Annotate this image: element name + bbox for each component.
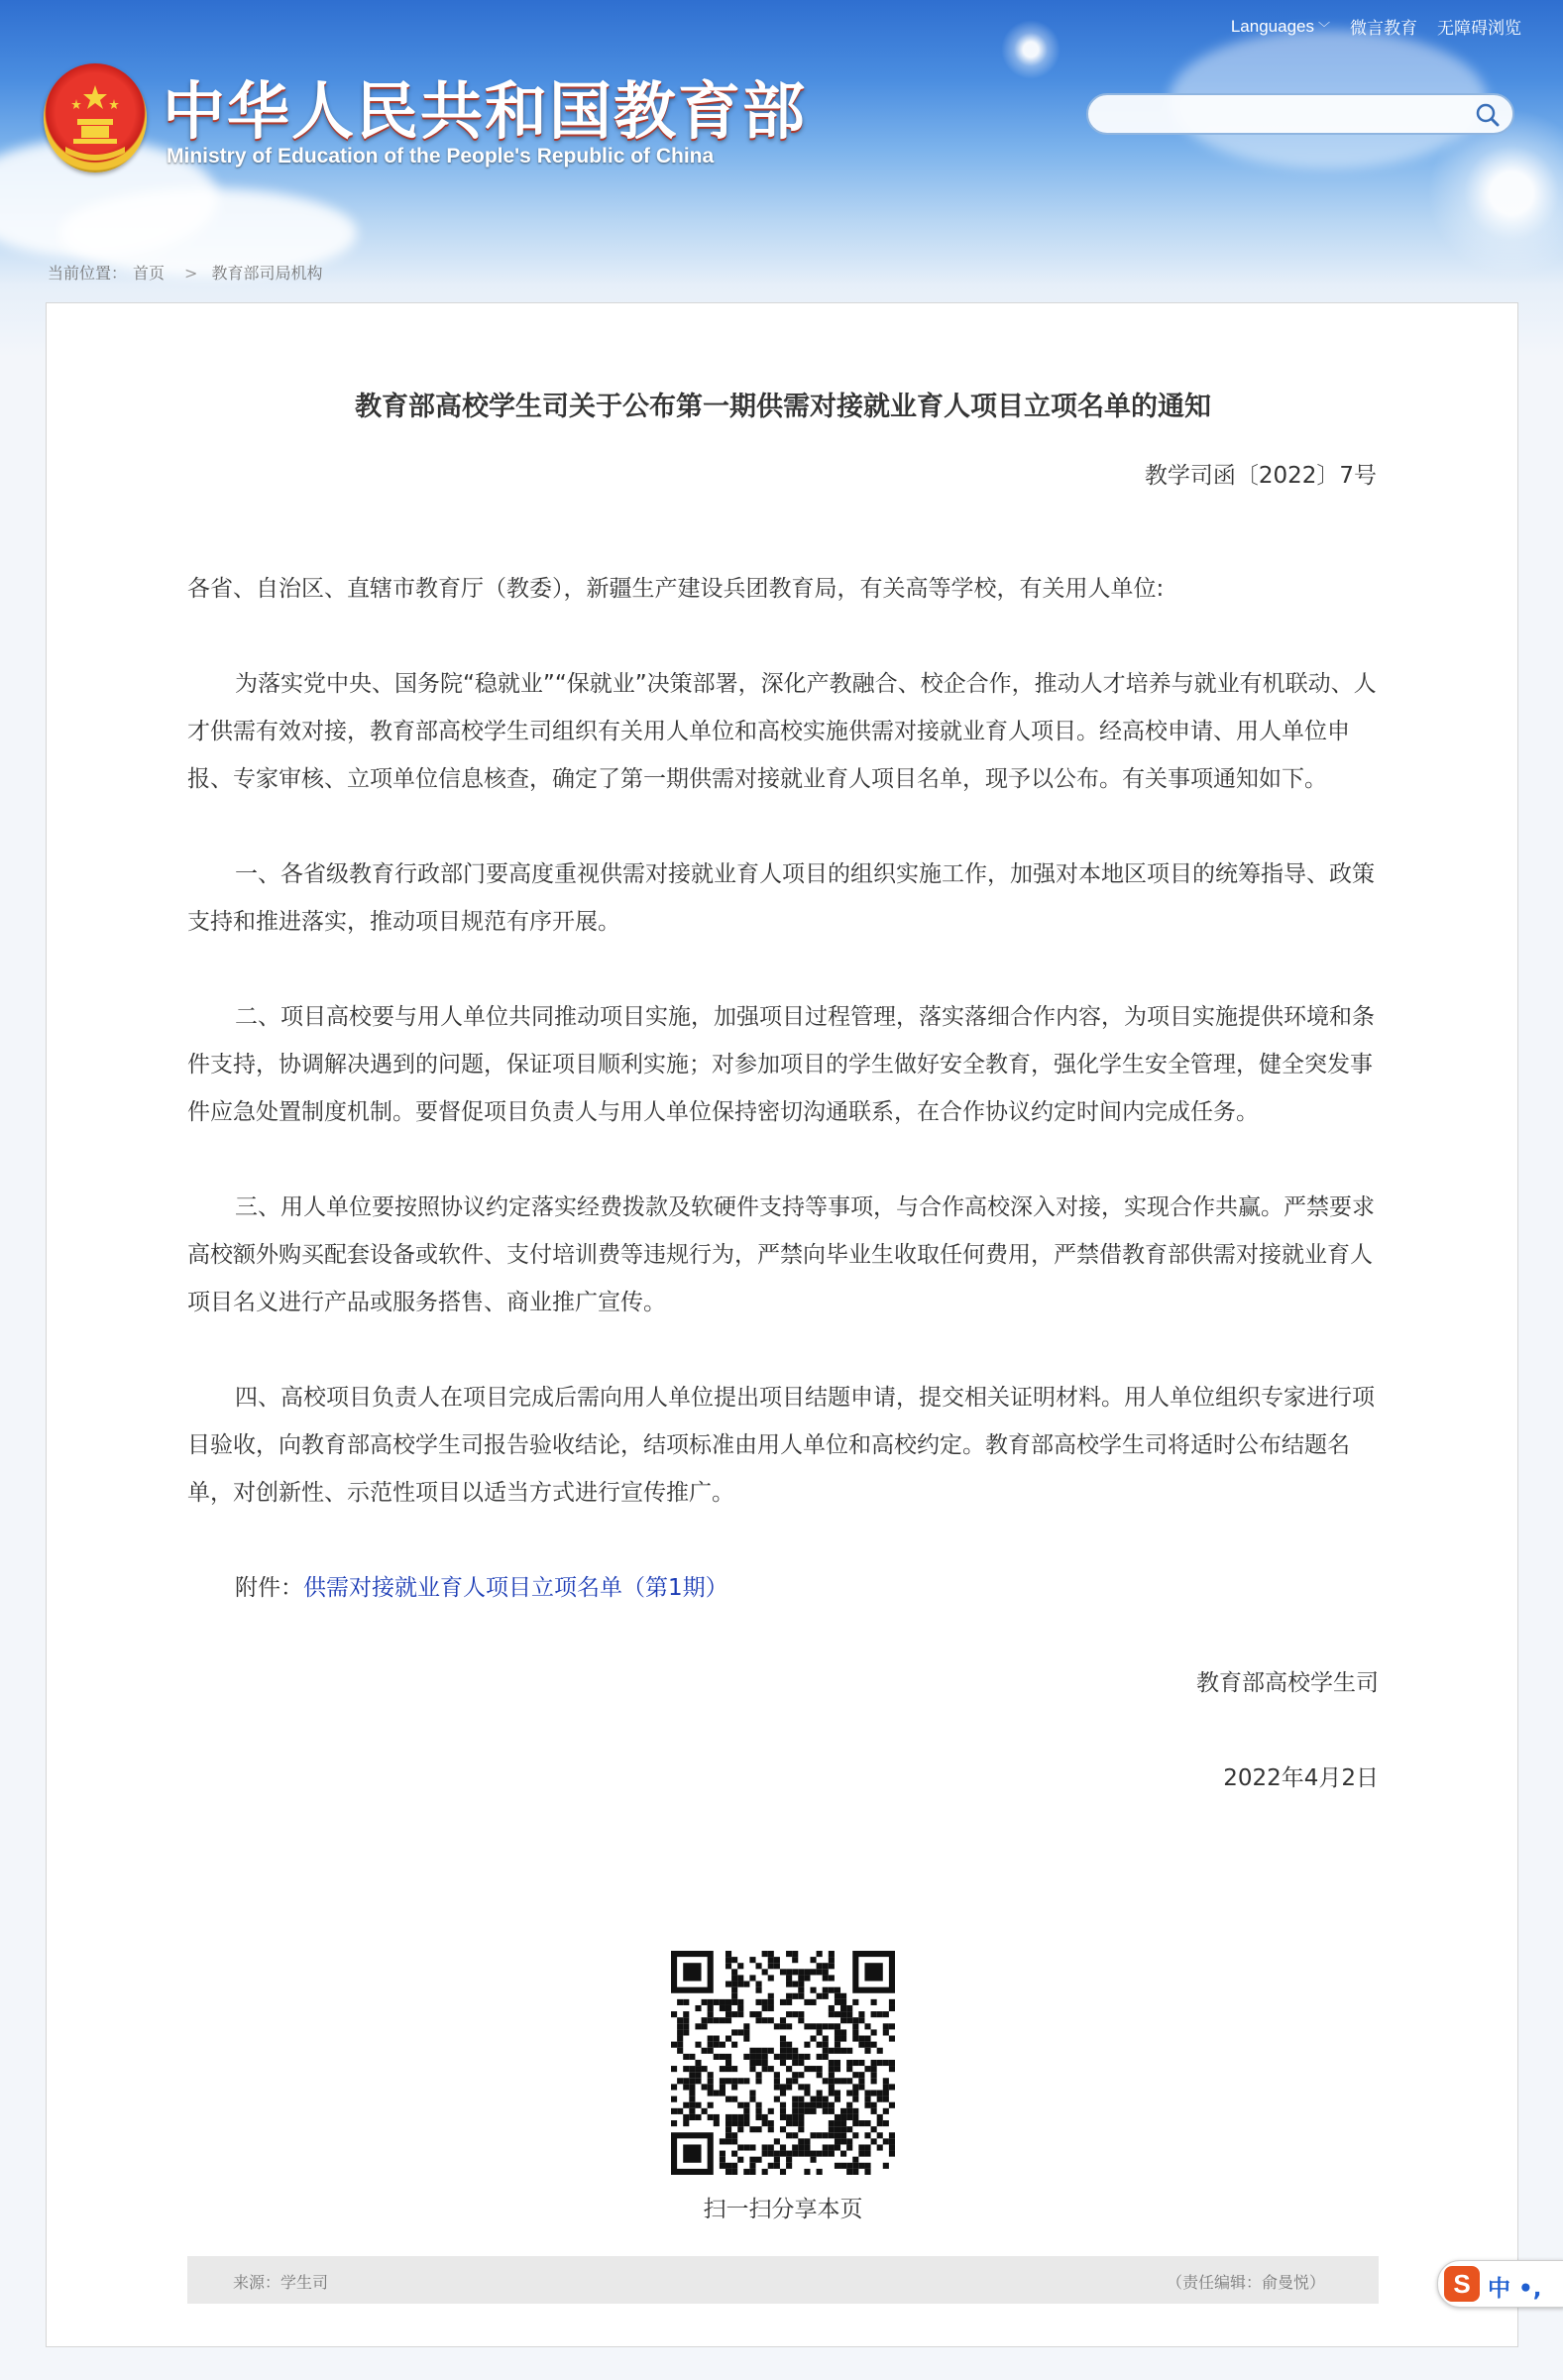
ime-toolbar[interactable] [1437, 2260, 1563, 2308]
site-logo-title[interactable]: 中华人民共和国教育部 [163, 75, 807, 148]
weiyan-link[interactable]: 微言教育 [1350, 19, 1417, 38]
salutation: 各省、自治区、直辖市教育厅（教委），新疆生产建设兵团教育局，有关高等学校，有关用人单位: [187, 576, 1165, 602]
paragraph-item-4: 四、高校项目负责人在项目完成后需向用人单位提出项目结题申请，提交相关证明材料。用人单位组织专家进行项目验收，向教育部高校学生司报告验收结论，结项标准由用人单位和高校约定。教育部高校学生司将适时公布结题名单，对创新性、示范性项目以适当方式进行宣传推广。 [187, 1385, 1375, 1506]
attachment-line [187, 1564, 1379, 1612]
date: 2022年4月2日 [1223, 1765, 1379, 1791]
editor-text: （责任编辑：俞曼悦） [1166, 2273, 1325, 2292]
chevron-down-icon: ﹀ [1317, 20, 1330, 35]
search-icon[interactable] [1475, 102, 1501, 132]
top-links [1231, 14, 1521, 39]
national-emblem-icon [44, 63, 147, 172]
languages-label: Languages [1230, 16, 1314, 36]
signature: 教育部高校学生司 [1196, 1670, 1379, 1696]
breadcrumb-section-link[interactable]: 教育部司局机构 [211, 264, 323, 283]
paragraph-item-2: 二、项目高校要与用人单位共同推动项目实施，加强项目过程管理，落实落细合作内容，为项目实施提供环境和条件支持，协调解决遇到的问题，保证项目顺利实施；对参加项目的学生做好安全教育，强化学生安全管理，健全突发事件应急处置制度机制。要督促项目负责人与用人单位保持密切沟通联系，在合作协议约定时间内完成任务。 [187, 1004, 1375, 1125]
ime-mode-text: 中 •, [1488, 2276, 1542, 2302]
attachment-label: 附件： [235, 1575, 303, 1601]
attachment-link[interactable]: 供需对接就业育人项目立项名单（第1期） [303, 1575, 728, 1601]
paragraph-item-1: 一、各省级教育行政部门要高度重视供需对接就业育人项目的组织实施工作，加强对本地区项目的统筹指导、政策支持和推进落实，推动项目规范有序开展。 [187, 861, 1375, 935]
article-card [46, 302, 1518, 2347]
search-box [1086, 93, 1514, 135]
sogou-logo-icon: S [1444, 2266, 1480, 2302]
breadcrumb [48, 261, 328, 283]
breadcrumb-label: 当前位置： [48, 264, 128, 283]
article-footer [187, 2256, 1379, 2304]
qr-code-icon [671, 1951, 895, 2175]
languages-menu[interactable] [1231, 17, 1330, 37]
source-text: 来源：学生司 [233, 2273, 329, 2292]
site-logo-subtitle: Ministry of Education of the People's Republic of China [167, 145, 715, 168]
paragraph-intro: 为落实党中央、国务院“稳就业”“保就业”决策部署，深化产教融合、校企合作，推动人才培养与就业有机联动、人才供需有效对接，教育部高校学生司组织有关用人单位和高校实施供需对接就业育人项目。经高校申请、用人单位申报、专家审核、立项单位信息核查，确定了第一期供需对接就业育人项目名单，现予以公布。有关事项通知如下。 [187, 671, 1377, 792]
article-title: 教育部高校学生司关于公布第一期供需对接就业育人项目立项名单的通知 [355, 392, 1211, 422]
breadcrumb-home-link[interactable]: 首页 [133, 264, 166, 283]
paragraph-item-3: 三、用人单位要按照协议约定落实经费拨款及软硬件支持等事项，与合作高校深入对接，实现合作共赢。严禁要求高校额外购买配套设备或软件、支付培训费等违规行为，严禁向毕业生收取任何费用，严禁借教育部供需对接就业育人项目名义进行产品或服务搭售、商业推广宣传。 [187, 1194, 1375, 1315]
search-input[interactable] [1106, 101, 1467, 129]
qr-share [670, 1951, 896, 2223]
article-body [187, 565, 1379, 1850]
breadcrumb-separator: > [184, 264, 198, 283]
accessibility-link[interactable]: 无障碍浏览 [1437, 19, 1521, 38]
dandelion-decoration [1001, 20, 1061, 79]
qr-caption: 扫一扫分享本页 [703, 2197, 863, 2222]
document-number: 教学司函〔2022〕7号 [1144, 463, 1377, 489]
